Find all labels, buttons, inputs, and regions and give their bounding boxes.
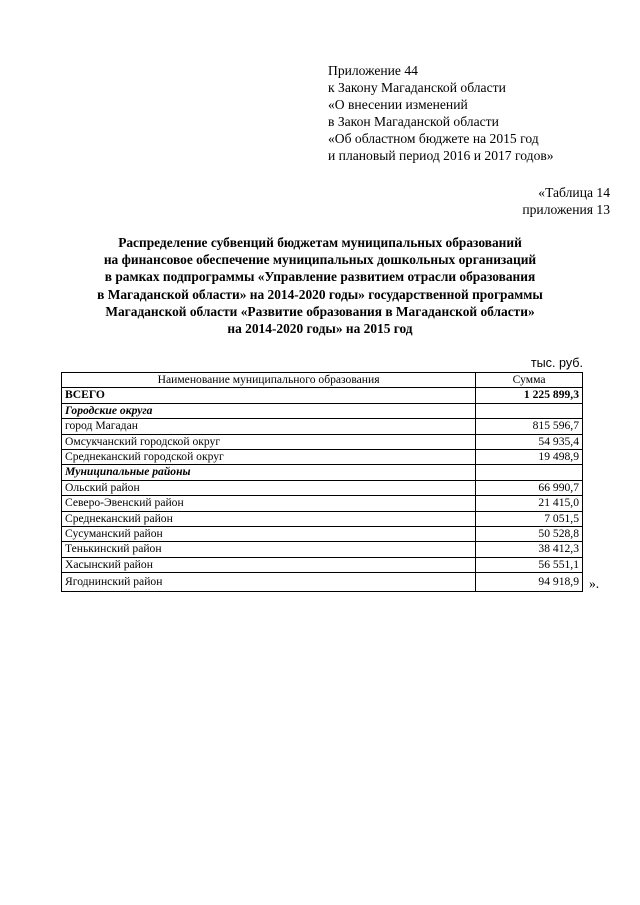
row-sum: 66 990,7	[476, 480, 583, 495]
units-label: тыс. руб.	[530, 356, 583, 370]
row-sum: 94 918,9	[476, 573, 583, 592]
table-ref-line: приложения 13	[522, 202, 610, 217]
table-row	[62, 542, 583, 557]
total-row	[62, 388, 583, 403]
row-name: Северо-Эвенский район	[62, 496, 476, 511]
appendix-line: и плановый период 2016 и 2017 годов»	[328, 148, 554, 164]
table-row	[62, 419, 583, 434]
row-name: Среднеканский район	[62, 511, 476, 526]
title-line: на финансовое обеспечение муниципальных дошкольных организаций	[103, 252, 537, 268]
title-line: в Магаданской области» на 2014-2020 годы» государственной программы	[97, 286, 543, 302]
table-row	[62, 557, 583, 572]
table-row	[62, 511, 583, 526]
table-row	[62, 480, 583, 495]
group-row-city-districts	[62, 403, 583, 418]
column-header-sum: Сумма	[476, 373, 583, 388]
closing-quote-mark: ».	[589, 576, 600, 591]
group-row-municipal-districts	[62, 465, 583, 480]
group-sum-empty	[476, 465, 583, 480]
document-title	[40, 234, 600, 337]
row-sum: 21 415,0	[476, 496, 583, 511]
table-row	[62, 573, 583, 592]
appendix-line: к Закону Магаданской области	[328, 80, 506, 96]
table-ref-line: «Таблица 14	[538, 185, 610, 200]
title-line: на 2014-2020 годы» на 2015 год	[227, 321, 413, 337]
row-name: Омсукчанский городской округ	[62, 434, 476, 449]
title-line: в рамках подпрограммы «Управление развитием отрасли образования	[104, 269, 536, 285]
title-line: Распределение субвенций бюджетам муниципальных образований	[118, 235, 522, 250]
appendix-header	[328, 62, 554, 165]
table-header-row	[62, 373, 583, 388]
row-sum: 7 051,5	[476, 511, 583, 526]
row-name: Среднеканский городской округ	[62, 450, 476, 465]
row-sum: 56 551,1	[476, 557, 583, 572]
row-sum: 38 412,3	[476, 542, 583, 557]
appendix-line: в Закон Магаданской области	[328, 114, 499, 130]
row-name: город Магадан	[62, 419, 476, 434]
row-name: Хасынский район	[62, 557, 476, 572]
group-sum-empty	[476, 403, 583, 418]
row-name: Ольский район	[62, 480, 476, 495]
title-line: Магаданской области «Развитие образования в Магаданской области»	[105, 303, 535, 319]
table-row	[62, 496, 583, 511]
row-name: Тенькинский район	[62, 542, 476, 557]
subsidy-table	[61, 372, 583, 592]
appendix-line: «Об областном бюджете на 2015 год	[328, 131, 539, 147]
row-sum: 19 498,9	[476, 450, 583, 465]
row-sum: 50 528,8	[476, 527, 583, 542]
row-name: Сусуманский район	[62, 527, 476, 542]
total-sum: 1 225 899,3	[476, 388, 583, 403]
row-sum: 815 596,7	[476, 419, 583, 434]
row-sum: 54 935,4	[476, 434, 583, 449]
table-reference	[522, 184, 610, 218]
row-name: Ягоднинский район	[62, 573, 476, 592]
table-row	[62, 450, 583, 465]
total-label: ВСЕГО	[62, 388, 476, 403]
appendix-line: Приложение 44	[328, 63, 418, 78]
column-header-name: Наименование муниципального образования	[62, 373, 476, 388]
group-title: Городские округа	[62, 403, 476, 418]
table-row	[62, 434, 583, 449]
group-title: Муниципальные районы	[62, 465, 476, 480]
appendix-line: «О внесении изменений	[328, 97, 468, 113]
table-row	[62, 527, 583, 542]
